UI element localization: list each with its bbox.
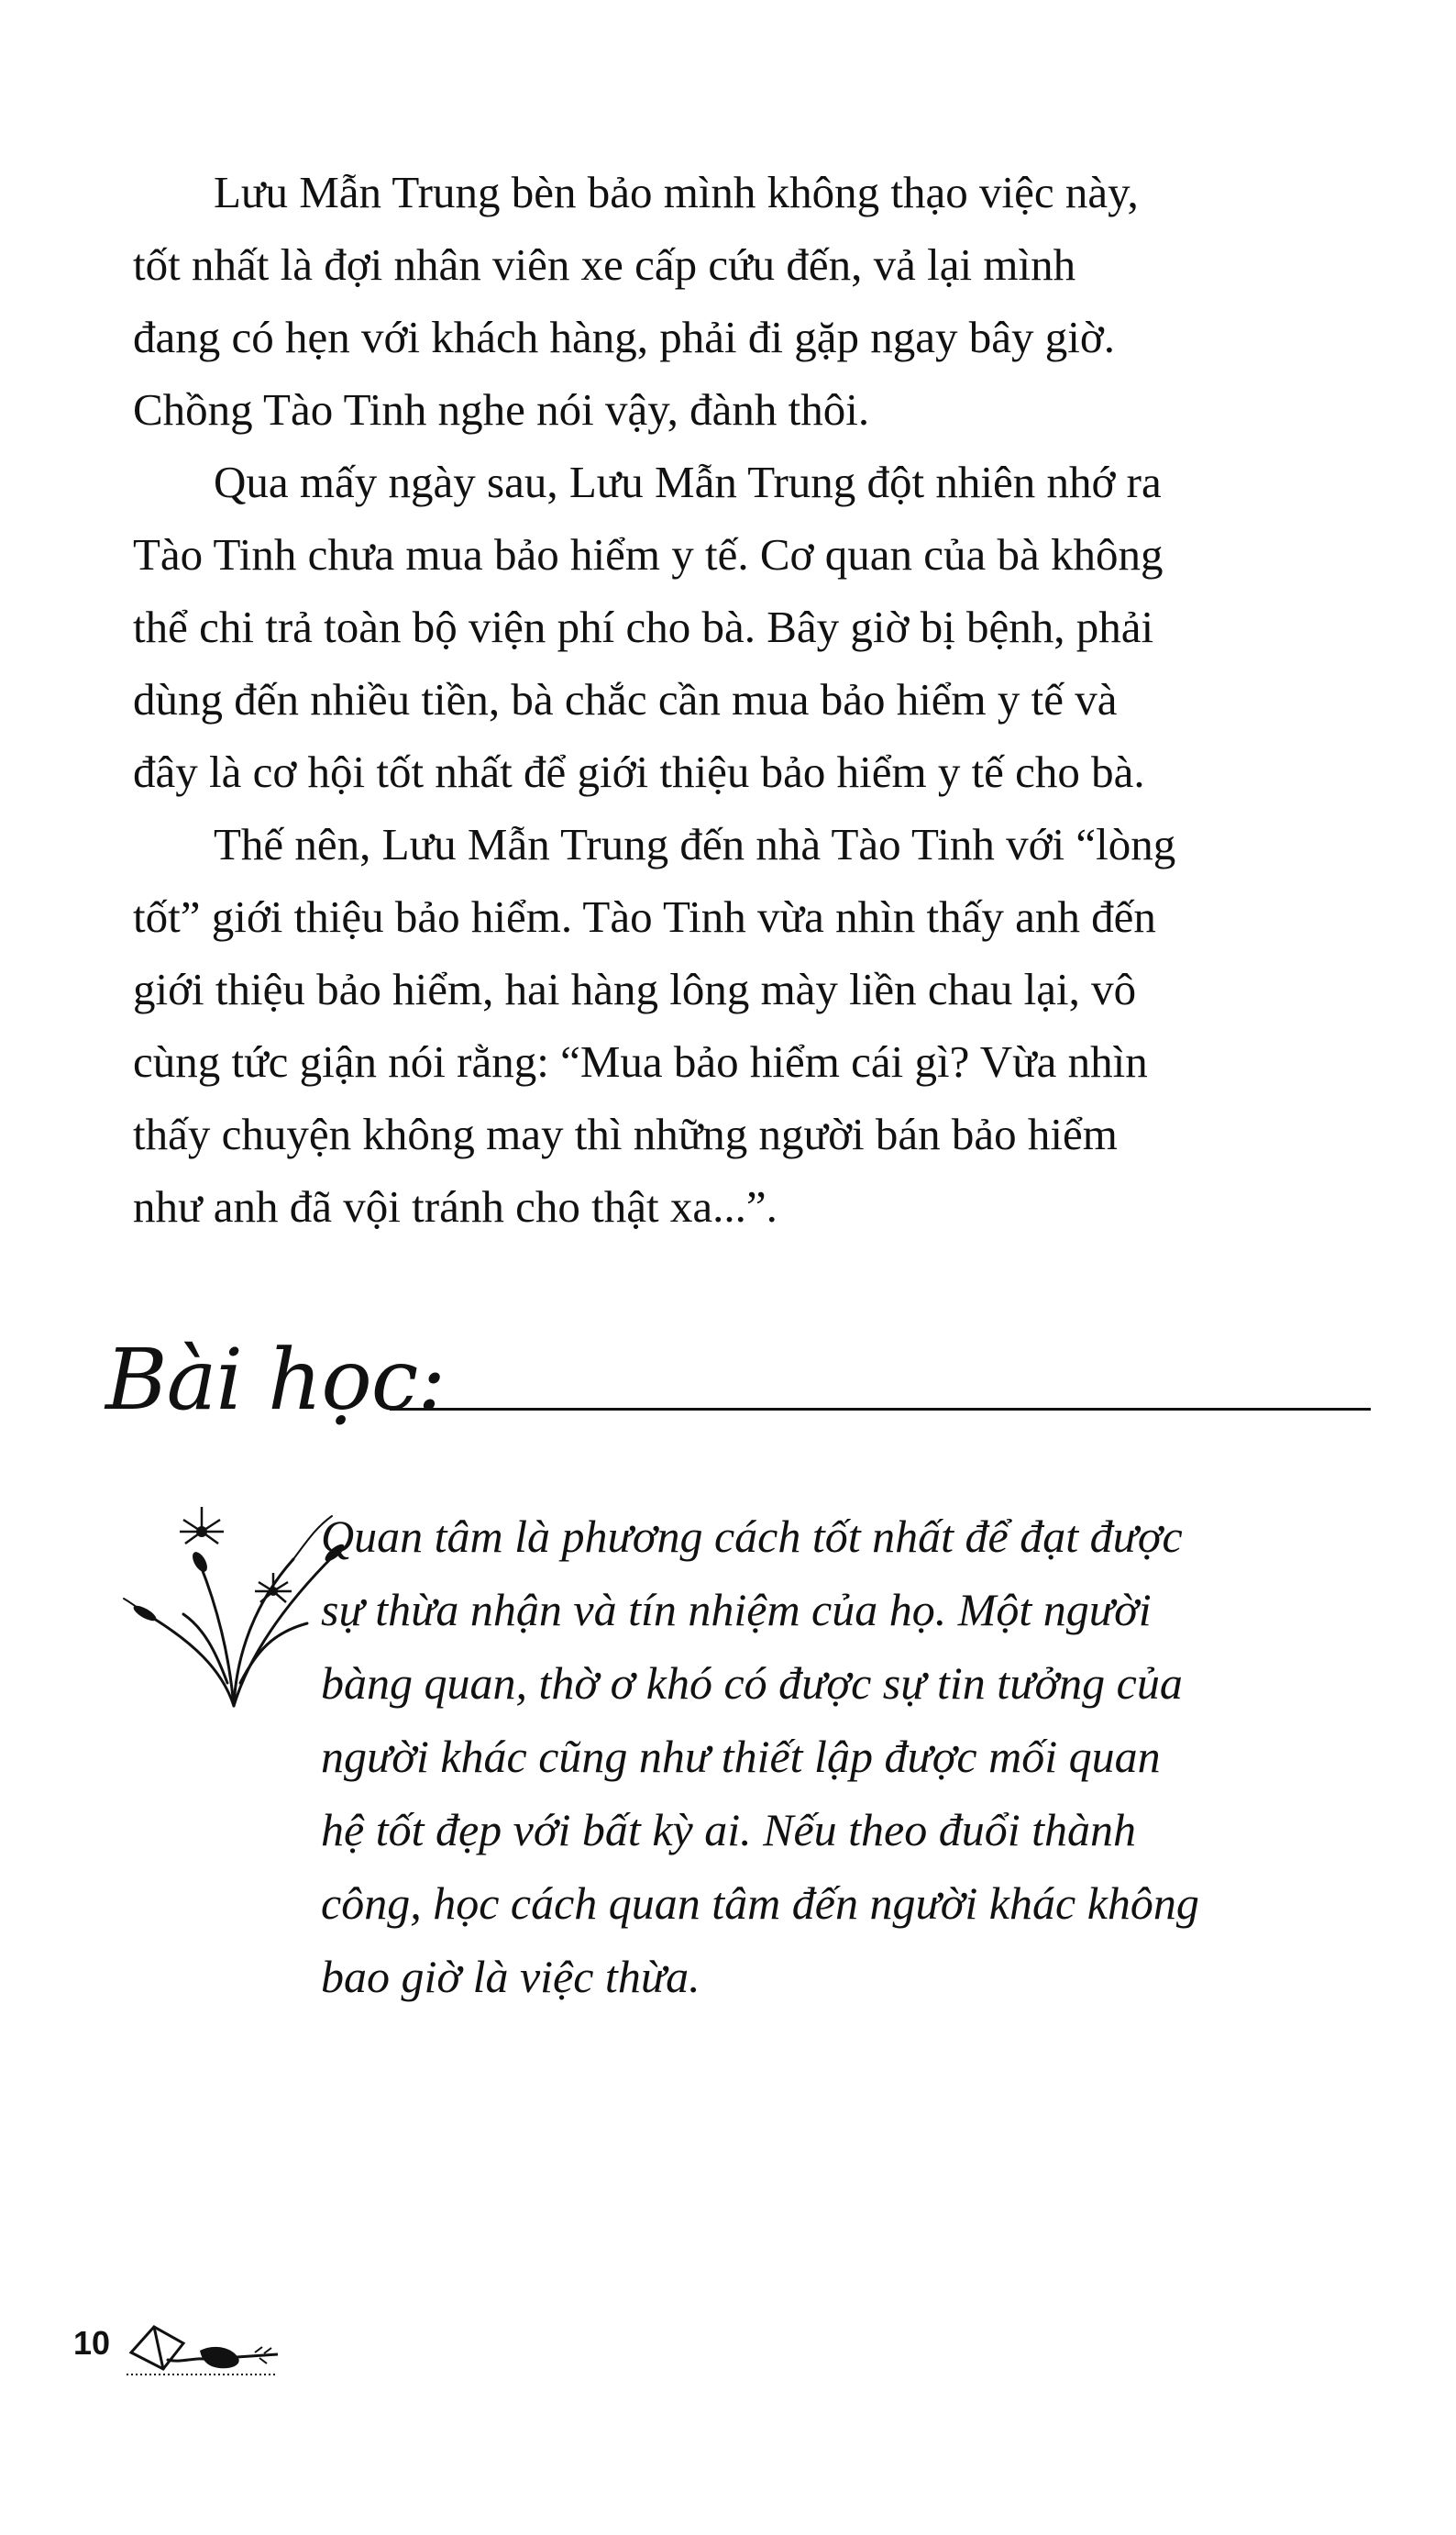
heading-rule <box>390 1408 1371 1411</box>
text-line: đang có hẹn với khách hàng, phải đi gặp ngay bây giờ. <box>133 312 1116 362</box>
text-line: Lưu Mẫn Trung bèn bảo mình không thạo việc này, <box>214 167 1139 217</box>
text-line: như anh đã vội tránh cho thật xa...”. <box>133 1181 778 1232</box>
text-line: Qua mấy ngày sau, Lưu Mẫn Trung đột nhiên nhớ ra <box>214 457 1162 507</box>
lesson-heading <box>105 1321 1371 1458</box>
text-line: giới thiệu bảo hiểm, hai hàng lông mày liền chau lại, vô <box>133 964 1137 1014</box>
text-line: đây là cơ hội tốt nhất để giới thiệu bảo hiểm y tế cho bà. <box>133 747 1145 797</box>
flower-sprig-icon <box>119 1454 348 1710</box>
page-footer <box>73 2316 284 2380</box>
text-line: cùng tức giận nói rằng: “Mua bảo hiểm cái gì? Vừa nhìn <box>133 1036 1148 1087</box>
page-number: 10 <box>73 2324 111 2362</box>
lesson-text <box>321 1500 1362 2013</box>
text-line: thấy chuyện không may thì những người bán bảo hiểm <box>133 1109 1118 1159</box>
text-line: Tào Tinh chưa mua bảo hiểm y tế. Cơ quan của bà không <box>133 529 1164 580</box>
text-line: tốt” giới thiệu bảo hiểm. Tào Tinh vừa nhìn thấy anh đến <box>133 891 1156 942</box>
lesson-line: bàng quan, thờ ơ khó có được sự tin tưởng của <box>321 1657 1183 1709</box>
text-line: tốt nhất là đợi nhân viên xe cấp cứu đến, vả lại mình <box>133 239 1076 290</box>
lesson-line: công, học cách quan tâm đến người khác không <box>321 1877 1199 1929</box>
writing-ornament-icon <box>127 2316 282 2380</box>
main-text <box>133 156 1357 1243</box>
lesson-line: bao giờ là việc thừa. <box>321 1951 700 2002</box>
paragraph-3 <box>133 808 1357 1243</box>
paragraph-1 <box>133 156 1357 446</box>
text-line: Thế nên, Lưu Mẫn Trung đến nhà Tào Tinh với “lòng <box>214 819 1176 869</box>
lesson-line: người khác cũng như thiết lập được mối quan <box>321 1731 1161 1782</box>
lesson-line: sự thừa nhận và tín nhiệm của họ. Một người <box>321 1584 1152 1635</box>
lesson-line: hệ tốt đẹp với bất kỳ ai. Nếu theo đuổi thành <box>321 1804 1137 1855</box>
lesson-title: Bài học: <box>105 1331 446 1429</box>
text-line: thể chi trả toàn bộ viện phí cho bà. Bây giờ bị bệnh, phải <box>133 602 1154 652</box>
lesson-line: Quan tâm là phương cách tốt nhất để đạt được <box>321 1511 1183 1562</box>
text-line: dùng đến nhiều tiền, bà chắc cần mua bảo hiểm y tế và <box>133 674 1118 725</box>
text-line: Chồng Tào Tinh nghe nói vậy, đành thôi. <box>133 384 870 435</box>
paragraph-2 <box>133 446 1357 808</box>
